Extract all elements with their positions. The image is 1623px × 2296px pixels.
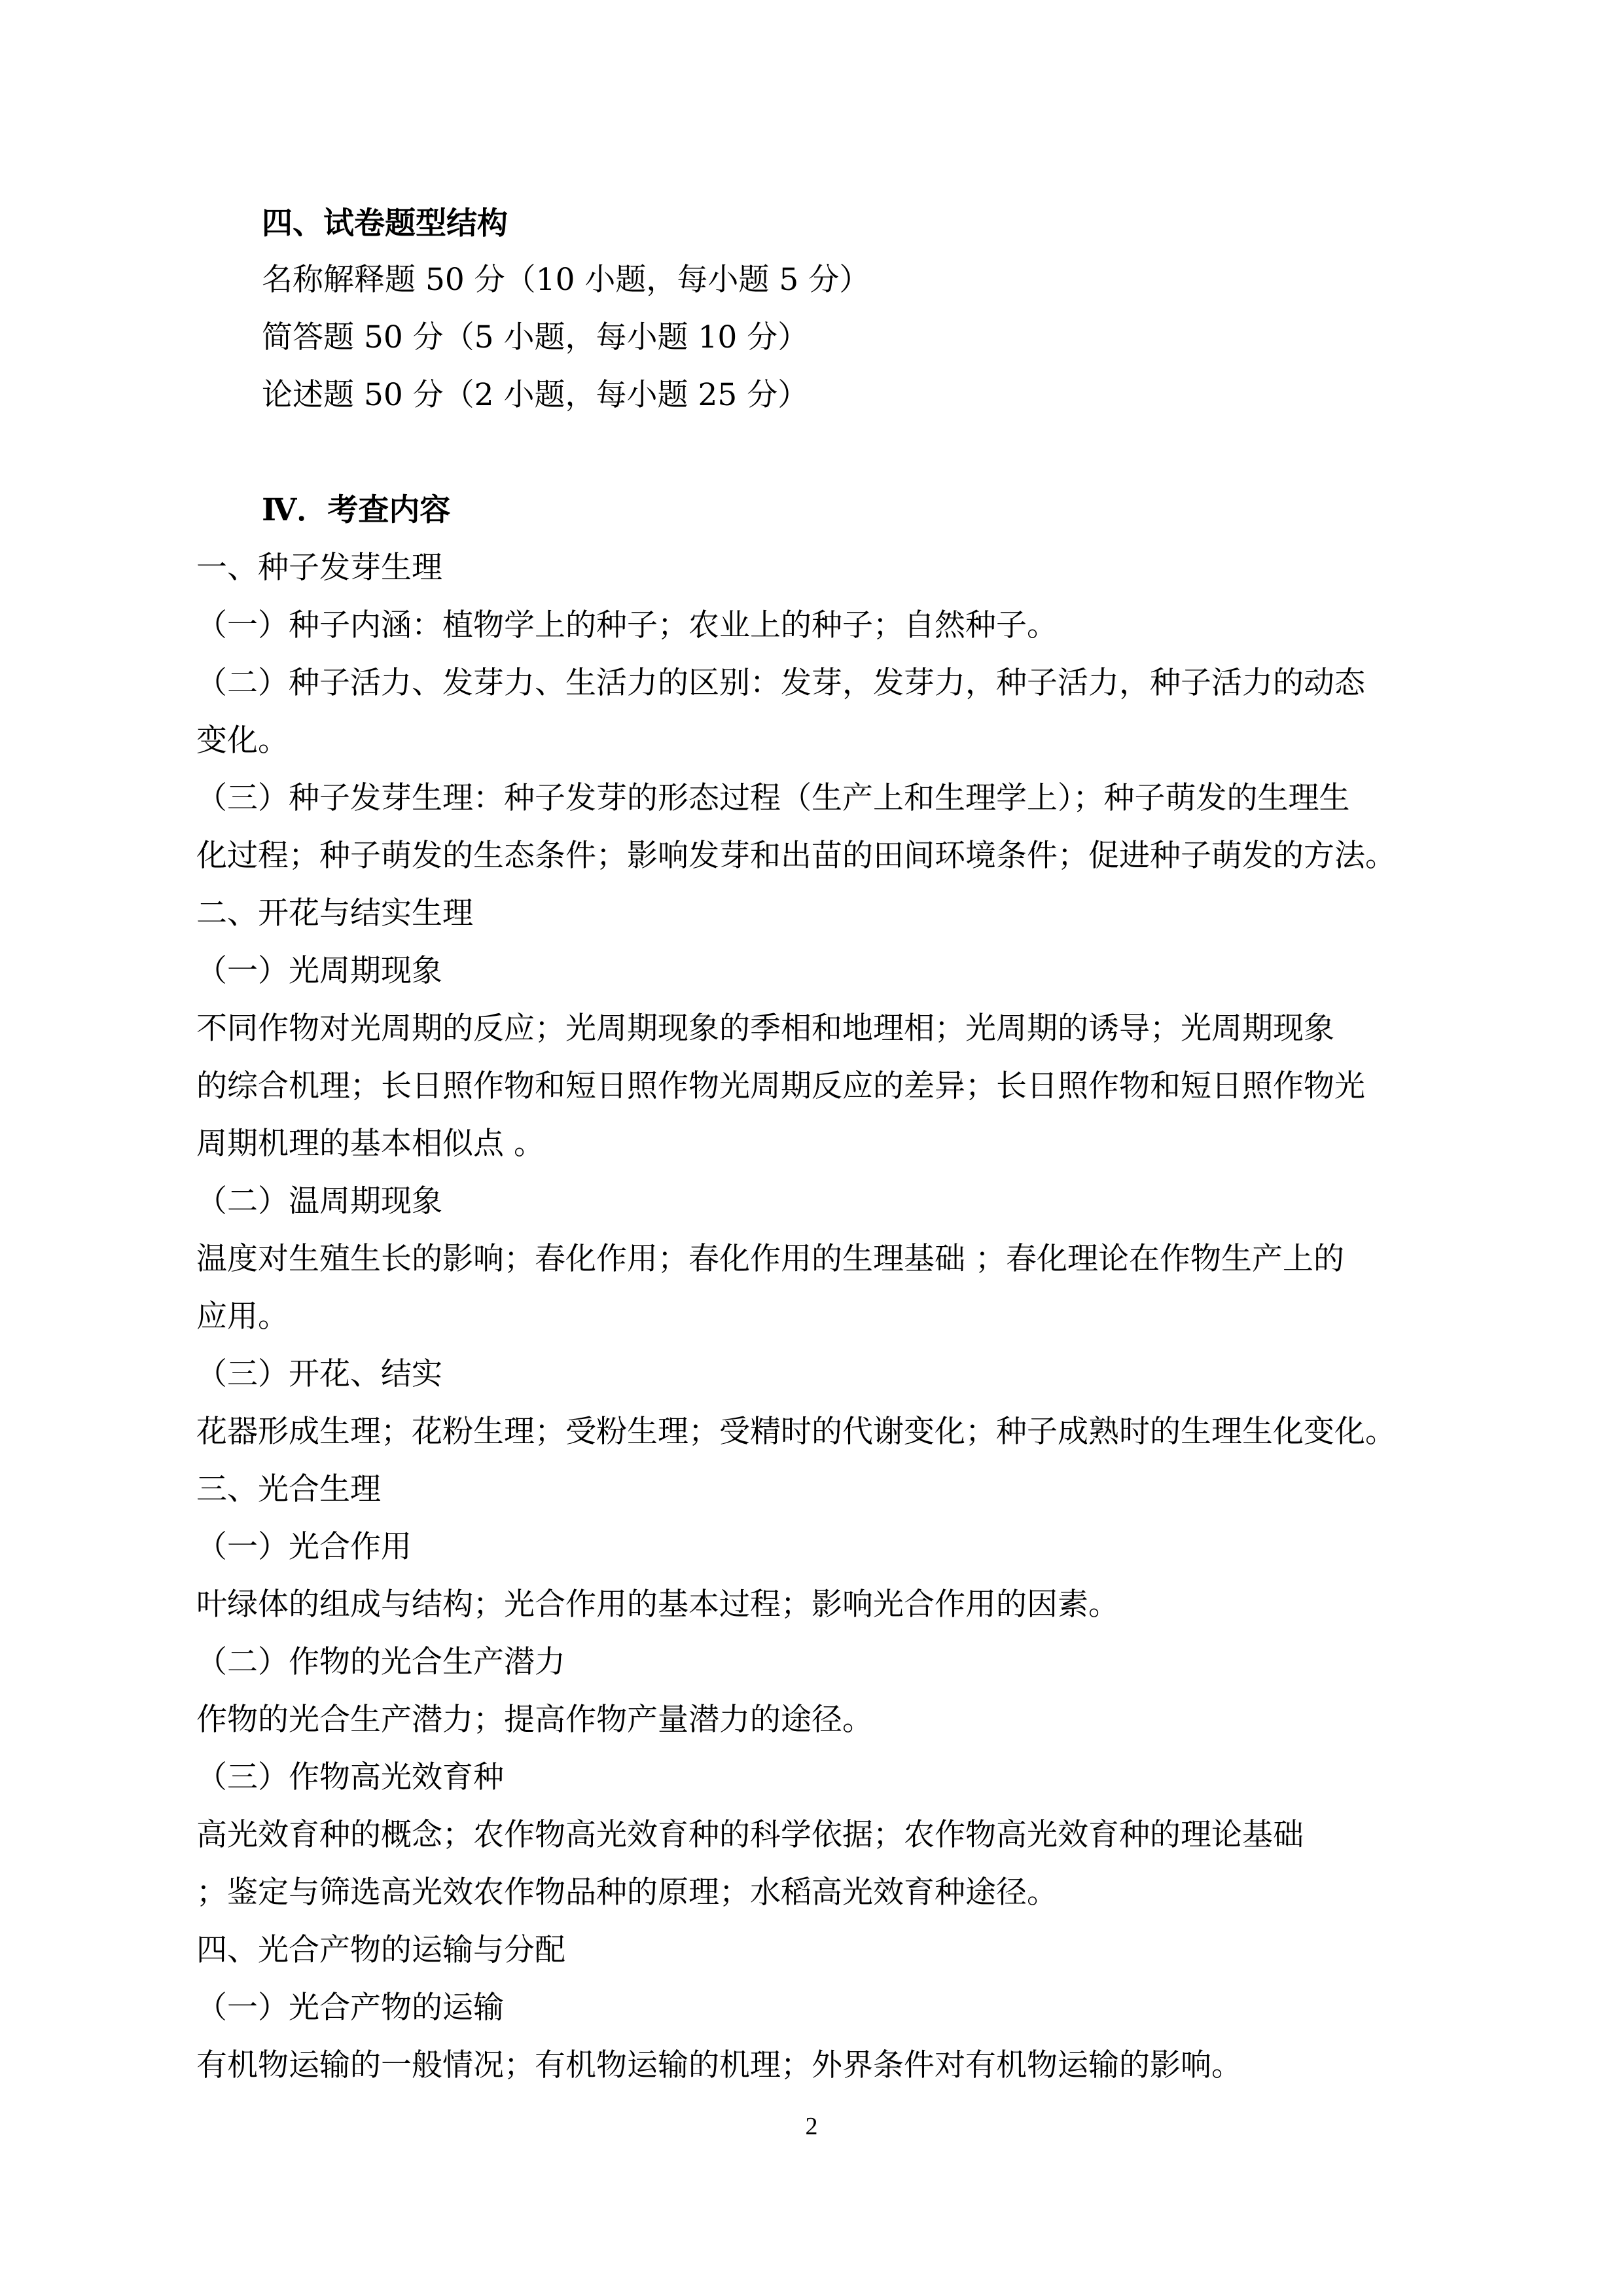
- page-number: 2: [805, 2113, 818, 2140]
- subsection-heading: （一）光合作用: [196, 1529, 412, 1565]
- paragraph-line: 有机物运输的一般情况；有机物运输的机理；外界条件对有机物运输的影响。: [196, 2047, 1242, 2083]
- section-heading: 三、光合生理: [196, 1471, 381, 1507]
- subsection-line: （二）种子活力、发芽力、生活力的区别：发芽，发芽力，种子活力，种子活力的动态: [196, 665, 1365, 701]
- subsection-heading: （二）温周期现象: [196, 1183, 442, 1219]
- subsection-heading: （三）作物高光效育种: [196, 1759, 504, 1795]
- subsection-heading: （一）光合产物的运输: [196, 1990, 504, 2026]
- paragraph-line: 的综合机理；长日照作物和短日照作物光周期反应的差异；长日照作物和短日照作物光: [196, 1068, 1365, 1104]
- exam-structure-item: 论述题 50 分（2 小题，每小题 25 分）: [262, 377, 809, 413]
- paragraph-line: 化过程；种子萌发的生态条件；影响发芽和出苗的田间环境条件；促进种子萌发的方法。: [196, 838, 1396, 874]
- paragraph-line: 温度对生殖生长的影响；春化作用；春化作用的生理基础 ；春化理论在作物生产上的: [196, 1241, 1344, 1277]
- paragraph-line: 花器形成生理；花粉生理；受粉生理；受精时的代谢变化；种子成熟时的生理生化变化。: [196, 1414, 1396, 1450]
- content-heading: Ⅳ．考查内容: [262, 492, 451, 528]
- section-heading: 四、光合产物的运输与分配: [196, 1932, 565, 1968]
- subsection-line: （一）种子内涵：植物学上的种子；农业上的种子；自然种子。: [196, 607, 1058, 643]
- paragraph-line: 不同作物对光周期的反应；光周期现象的季相和地理相；光周期的诱导；光周期现象: [196, 1011, 1334, 1047]
- paragraph-line: 周期机理的基本相似点 。: [196, 1126, 544, 1162]
- paragraph-line: 变化。: [196, 723, 289, 759]
- paragraph-line: 作物的光合生产潜力；提高作物产量潜力的途径。: [196, 1702, 873, 1738]
- paragraph-line: 叶绿体的组成与结构；光合作用的基本过程；影响光合作用的因素。: [196, 1587, 1119, 1623]
- exam-structure-item: 名称解释题 50 分（10 小题，每小题 5 分）: [262, 262, 870, 298]
- exam-structure-item: 简答题 50 分（5 小题，每小题 10 分）: [262, 319, 809, 355]
- subsection-line: （三）种子发芽生理：种子发芽的形态过程（生产上和生理学上）；种子萌发的生理生: [196, 780, 1350, 816]
- section-heading: 一、种子发芽生理: [196, 550, 442, 586]
- paragraph-line: 高光效育种的概念；农作物高光效育种的科学依据；农作物高光效育种的理论基础: [196, 1817, 1304, 1853]
- paragraph-line: ；鉴定与筛选高光效农作物品种的原理；水稻高光效育种途径。: [196, 1874, 1058, 1910]
- section-heading: 二、开花与结实生理: [196, 895, 473, 931]
- exam-structure-heading: 四、试卷题型结构: [262, 206, 508, 242]
- subsection-heading: （三）开花、结实: [196, 1356, 442, 1392]
- paragraph-line: 应用。: [196, 1299, 289, 1335]
- subsection-heading: （二）作物的光合生产潜力: [196, 1644, 565, 1680]
- subsection-heading: （一）光周期现象: [196, 953, 442, 989]
